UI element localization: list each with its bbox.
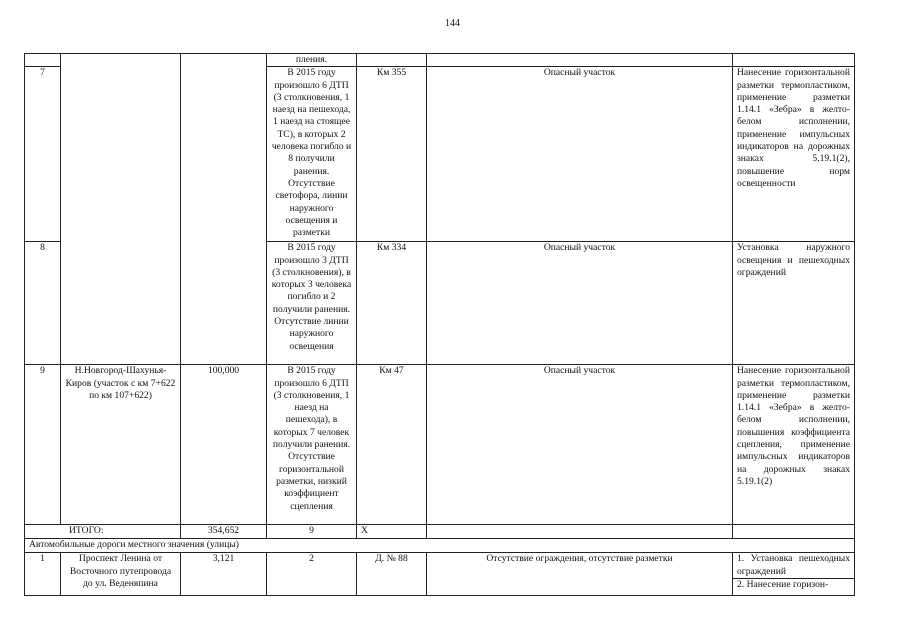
road-name: Проспект Ленина от Восточного путепровода до ул. Веденяпина — [61, 553, 181, 596]
total-cost: 354,652 — [181, 525, 267, 539]
site-type: Опасный участок — [427, 67, 733, 242]
dtp-count: 2 — [267, 553, 357, 596]
total-count: 9 — [267, 525, 357, 539]
location: Км 47 — [357, 365, 427, 525]
total-row — [25, 525, 855, 539]
measure-item: 1. Установка пешеходных ограждений — [733, 553, 854, 579]
total-mark: Х — [357, 525, 427, 539]
location: Д. № 88 — [357, 553, 427, 596]
measures: Нанесение горизонтальной разметки термопластиком, применение разметки 1.14.1 «Зебра» в желто-белом исполнении, повышения коэффициента сцепления, применение импульсных индикаторов на дорожных знаках 5.19.1(2) — [733, 365, 855, 525]
table-row-continuation — [25, 54, 855, 67]
row-number: 7 — [25, 67, 61, 242]
measures — [733, 553, 855, 596]
dtp-table — [24, 53, 855, 596]
location: Км 355 — [357, 67, 427, 242]
table-row — [25, 365, 855, 525]
cost: 100,000 — [181, 365, 267, 525]
measures: Нанесение горизонтальной разметки термопластиком, применение разметки 1.14.1 «Зебра» в желто-белом исполнении, применение импульсных индикаторов на дорожных знаках 5.19.1(2), повышение норм освещенности — [733, 67, 855, 242]
site-type: Опасный участок — [427, 365, 733, 525]
cost-cell-merged — [181, 54, 267, 365]
road-name: Н.Новгород-Шахунья-Киров (участок с км 7+622 по км 107+622) — [61, 365, 181, 525]
road-cell-merged — [61, 54, 181, 365]
site-type: Опасный участок — [427, 242, 733, 365]
table-row — [25, 553, 855, 596]
page-number: 144 — [445, 18, 460, 29]
dtp-description: В 2015 году произошло 6 ДТП (3 столкновения, 1 наезд на пешехода, 1 наезд на стоящее ТС), в которых 2 человека погибло и 8 получили ранения. Отсутствие светофора, линии наружного освещения и разметки — [267, 67, 357, 242]
measure-item: 2. Нанесение горизон- — [737, 578, 829, 590]
section-title: Автомобильные дороги местного значения (улицы) — [25, 539, 855, 553]
cost: 3,121 — [181, 553, 267, 596]
dtp-description: В 2015 году произошло 3 ДТП (3 столкновения), в которых 3 человека погибло и 2 получили ранения. Отсутствие линии наружного освещения — [267, 242, 357, 365]
measures: Установка наружного освещения и пешеходных ограждений — [733, 242, 855, 365]
row-number: 1 — [25, 553, 61, 596]
dtp-continuation: пления. — [267, 54, 357, 67]
section-row — [25, 539, 855, 553]
row-number: 8 — [25, 242, 61, 365]
total-label: ИТОГО: — [25, 525, 181, 539]
location: Км 334 — [357, 242, 427, 365]
site-type: Отсутствие ограждения, отсутствие разметки — [427, 553, 733, 596]
dtp-description: В 2015 году произошло 6 ДТП (3 столкновения, 1 наезд на пешехода), в которых 7 человек получили ранения. Отсутствие горизонтальной разметки, низкий коэффициент сцепления — [267, 365, 357, 525]
row-number: 9 — [25, 365, 61, 525]
